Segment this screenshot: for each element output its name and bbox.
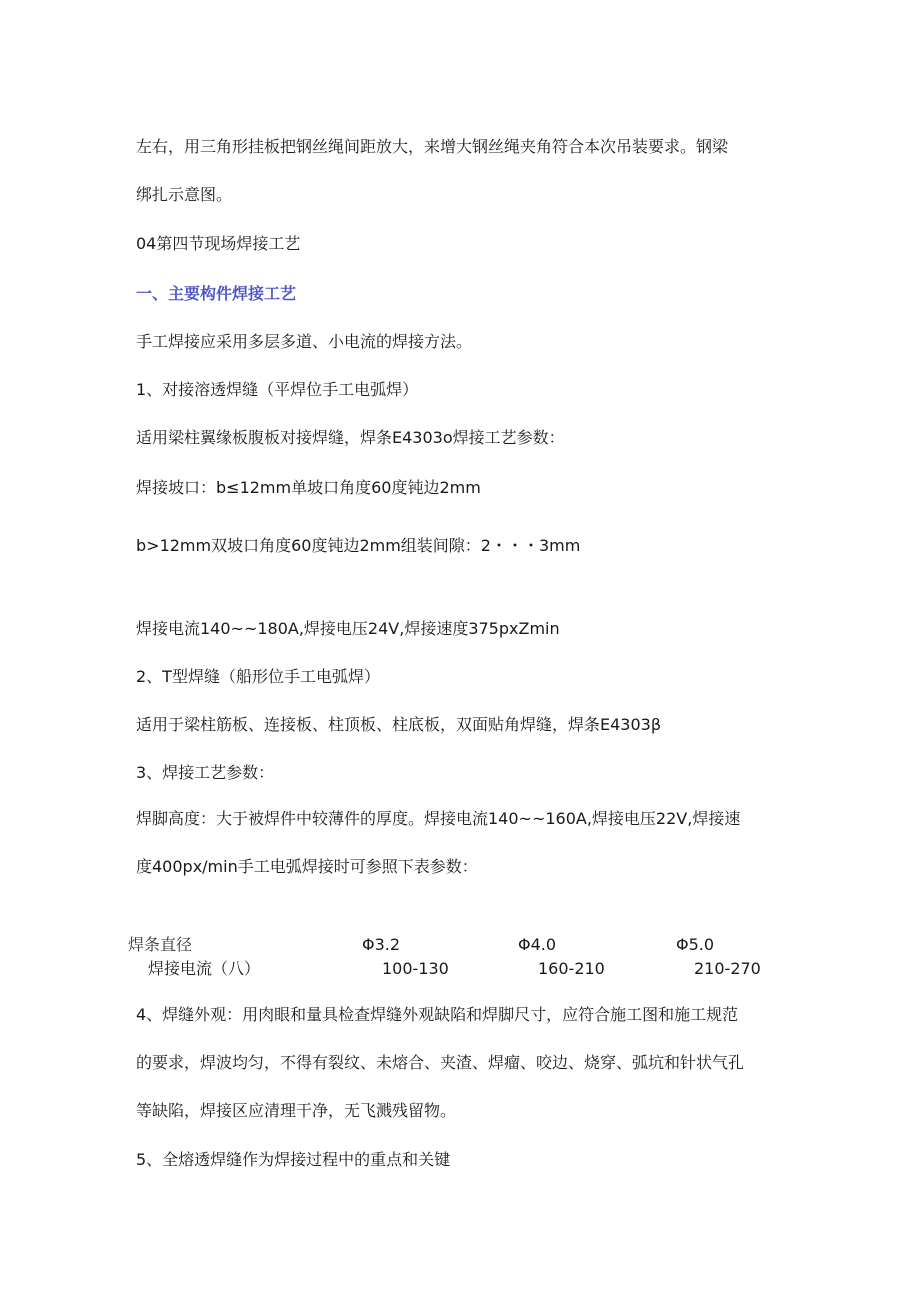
paragraph-line: 适用梁柱翼缘板腹板对接焊缝，焊条E4303o焊接工艺参数： (136, 428, 565, 447)
item-heading: 2、T型焊缝（船形位手工电弧焊） (136, 667, 380, 686)
table-row (0, 958, 920, 980)
item-heading: 4、焊缝外观：用肉眼和量具检查焊缝外观缺陷和焊脚尺寸，应符合施工图和施工规范 (136, 1005, 739, 1024)
subsection-heading: 一、主要构件焊接工艺 (136, 284, 297, 303)
paragraph-line: 的要求，焊波均匀，不得有裂纹、未熔合、夹渣、焊瘤、咬边、烧穿、弧坑和针状气孔 (136, 1053, 745, 1072)
item-heading: 5、全熔透焊缝作为焊接过程中的重点和关键 (136, 1150, 451, 1169)
item-heading: 1、对接溶透焊缝（平焊位手工电弧焊） (136, 380, 419, 399)
table-cell-header: 焊条直径 (128, 935, 193, 954)
section-title: 04第四节现场焊接工艺 (136, 234, 301, 253)
paragraph-line: 度400px/min手工电弧焊接时可参照下表参数： (136, 857, 478, 876)
table-cell: Φ5.0 (676, 935, 715, 954)
table-cell: 210-270 (694, 959, 761, 978)
paragraph-line: 焊脚高度：大于被焊件中较薄件的厚度。焊接电流140~~160A,焊接电压22V,焊接速 (136, 809, 741, 828)
table-cell-header: 焊接电流（八） (148, 959, 261, 978)
paragraph-line: 绑扎示意图。 (136, 185, 233, 204)
table-cell: Φ3.2 (362, 935, 401, 954)
paragraph-line: 等缺陷，焊接区应清理干净，无飞溅残留物。 (136, 1101, 457, 1120)
table-cell: Φ4.0 (518, 935, 557, 954)
item-heading: 3、焊接工艺参数： (136, 763, 275, 782)
table-row (0, 934, 920, 956)
paragraph-line: 焊接坡口：b≤12mm单坡口角度60度钝边2mm (136, 478, 481, 497)
paragraph-line: 适用于梁柱筋板、连接板、柱顶板、柱底板，双面贴角焊缝，焊条E4303β (136, 715, 662, 734)
paragraph-line: 焊接电流140~~180A,焊接电压24V,焊接速度375pxZmin (136, 619, 560, 638)
table-cell: 160-210 (538, 959, 605, 978)
paragraph-line: 左右，用三角形挂板把钢丝绳间距放大，来增大钢丝绳夹角符合本次吊装要求。钢梁 (136, 137, 729, 156)
paragraph-line: b>12mm双坡口角度60度钝边2mm组装间隙：2・・・3mm (136, 536, 581, 555)
table-cell: 100-130 (382, 959, 449, 978)
paragraph-line: 手工焊接应采用多层多道、小电流的焊接方法。 (136, 332, 473, 351)
